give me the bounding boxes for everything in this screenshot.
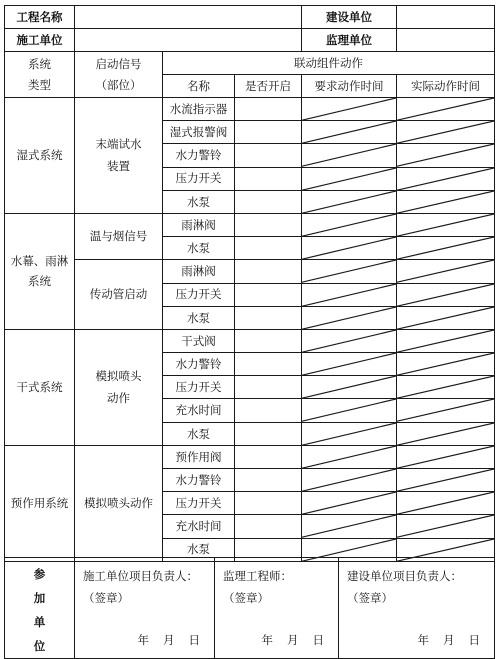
system-type-cell: 水幕、雨淋 系统 bbox=[5, 213, 75, 329]
signature-title: 监理工程师： bbox=[223, 569, 292, 583]
supervisor-field[interactable] bbox=[397, 29, 495, 52]
strike-line bbox=[302, 260, 396, 282]
is-open-cell[interactable] bbox=[235, 445, 302, 468]
signature-date: 年 月 日 bbox=[261, 633, 324, 647]
required-time-cell[interactable] bbox=[302, 213, 397, 236]
system-type-cell: 预作用系统 bbox=[5, 445, 75, 561]
header-row-project bbox=[5, 6, 495, 29]
component-name: 压力开关 bbox=[163, 167, 235, 190]
component-name: 水泵 bbox=[163, 306, 235, 329]
actual-time-cell[interactable] bbox=[397, 422, 495, 445]
strike-line bbox=[302, 191, 396, 213]
actual-time-cell[interactable] bbox=[397, 167, 495, 190]
component-name: 水泵 bbox=[163, 190, 235, 213]
required-time-cell[interactable] bbox=[302, 515, 397, 538]
component-name: 水泵 bbox=[163, 237, 235, 260]
strike-line bbox=[397, 423, 494, 445]
component-name: 压力开关 bbox=[163, 376, 235, 399]
strike-line bbox=[302, 237, 396, 259]
strike-line bbox=[397, 446, 494, 468]
is-open-cell[interactable] bbox=[235, 260, 302, 283]
actual-time-cell[interactable] bbox=[397, 283, 495, 306]
component-row bbox=[5, 329, 495, 352]
builder-field[interactable] bbox=[397, 6, 495, 29]
signature-seal: （签章） bbox=[83, 591, 129, 605]
signature-seal: （签章） bbox=[347, 591, 393, 605]
strike-line bbox=[302, 469, 396, 491]
start-signal-cell: 温与烟信号 bbox=[75, 213, 163, 259]
required-time-cell[interactable] bbox=[302, 422, 397, 445]
required-time-cell[interactable] bbox=[302, 399, 397, 422]
component-name: 湿式报警阀 bbox=[163, 121, 235, 144]
is-open-cell[interactable] bbox=[235, 422, 302, 445]
required-time-cell[interactable] bbox=[302, 353, 397, 376]
is-open-cell[interactable] bbox=[235, 399, 302, 422]
signature-cell-supervisor[interactable] bbox=[215, 558, 339, 659]
required-time-cell[interactable] bbox=[302, 306, 397, 329]
signature-date: 年 月 日 bbox=[417, 633, 480, 647]
supervisor-label: 监理单位 bbox=[302, 29, 397, 52]
actual-time-cell[interactable] bbox=[397, 237, 495, 260]
actual-time-header: 实际动作时间 bbox=[397, 75, 495, 98]
strike-line bbox=[397, 168, 494, 190]
strike-line bbox=[397, 260, 494, 282]
required-time-cell[interactable] bbox=[302, 190, 397, 213]
actual-time-cell[interactable] bbox=[397, 213, 495, 236]
required-time-cell[interactable] bbox=[302, 469, 397, 492]
required-time-cell[interactable] bbox=[302, 260, 397, 283]
strike-line bbox=[397, 307, 494, 329]
start-signal-cell: 传动管启动 bbox=[75, 260, 163, 330]
participants-label: 参 加 单 位 bbox=[5, 558, 75, 659]
strike-line bbox=[302, 376, 396, 398]
strike-line bbox=[302, 121, 396, 143]
component-name: 充水时间 bbox=[163, 515, 235, 538]
component-name: 雨淋阀 bbox=[163, 213, 235, 236]
strike-line bbox=[397, 144, 494, 166]
actual-time-cell[interactable] bbox=[397, 376, 495, 399]
actual-time-cell[interactable] bbox=[397, 445, 495, 468]
signature-table bbox=[4, 557, 495, 659]
linkage-test-table bbox=[4, 5, 495, 562]
is-open-cell[interactable] bbox=[235, 237, 302, 260]
strike-line bbox=[302, 446, 396, 468]
signature-cell-builder[interactable] bbox=[339, 558, 495, 659]
is-open-cell[interactable] bbox=[235, 190, 302, 213]
signature-cell-construction[interactable] bbox=[75, 558, 215, 659]
strike-line bbox=[302, 330, 396, 352]
required-time-cell[interactable] bbox=[302, 98, 397, 121]
signature-date: 年 月 日 bbox=[137, 633, 200, 647]
is-open-cell[interactable] bbox=[235, 492, 302, 515]
actual-time-cell[interactable] bbox=[397, 515, 495, 538]
component-row bbox=[5, 260, 495, 283]
signature-seal: （签章） bbox=[223, 591, 269, 605]
project-name-field[interactable] bbox=[75, 6, 302, 29]
actual-time-cell[interactable] bbox=[397, 260, 495, 283]
component-name: 水力警铃 bbox=[163, 353, 235, 376]
component-row bbox=[5, 213, 495, 236]
strike-line bbox=[302, 214, 396, 236]
start-signal-cell: 模拟喷头动作 bbox=[75, 445, 163, 561]
actual-time-cell[interactable] bbox=[397, 399, 495, 422]
required-time-cell[interactable] bbox=[302, 329, 397, 352]
is-open-cell[interactable] bbox=[235, 329, 302, 352]
is-open-header: 是否开启 bbox=[235, 75, 302, 98]
construction-unit-label: 施工单位 bbox=[5, 29, 75, 52]
is-open-cell[interactable] bbox=[235, 213, 302, 236]
is-open-cell[interactable] bbox=[235, 144, 302, 167]
is-open-cell[interactable] bbox=[235, 515, 302, 538]
actual-time-cell[interactable] bbox=[397, 353, 495, 376]
component-name: 预作用阀 bbox=[163, 445, 235, 468]
is-open-cell[interactable] bbox=[235, 306, 302, 329]
start-signal-cell: 模拟喷头 动作 bbox=[75, 329, 163, 445]
required-time-cell[interactable] bbox=[302, 445, 397, 468]
component-name: 水力警铃 bbox=[163, 144, 235, 167]
strike-line bbox=[302, 492, 396, 514]
system-type-cell: 湿式系统 bbox=[5, 98, 75, 214]
component-name: 压力开关 bbox=[163, 283, 235, 306]
construction-unit-field[interactable] bbox=[75, 29, 302, 52]
strike-line bbox=[397, 492, 494, 514]
strike-line bbox=[397, 399, 494, 421]
is-open-cell[interactable] bbox=[235, 121, 302, 144]
actual-time-cell[interactable] bbox=[397, 190, 495, 213]
required-time-cell[interactable] bbox=[302, 167, 397, 190]
actual-time-cell[interactable] bbox=[397, 469, 495, 492]
start-signal-header: 启动信号 （部位） bbox=[75, 52, 163, 98]
strike-line bbox=[397, 284, 494, 306]
system-type-header: 系统 类型 bbox=[5, 52, 75, 98]
required-time-cell[interactable] bbox=[302, 121, 397, 144]
system-type-cell: 干式系统 bbox=[5, 329, 75, 445]
linkage-group-header: 联动组件动作 bbox=[163, 52, 495, 75]
strike-line bbox=[302, 353, 396, 375]
required-time-cell[interactable] bbox=[302, 492, 397, 515]
strike-line bbox=[302, 307, 396, 329]
actual-time-cell[interactable] bbox=[397, 121, 495, 144]
component-row bbox=[5, 445, 495, 468]
is-open-cell[interactable] bbox=[235, 283, 302, 306]
signature-title: 建设单位项目负责人： bbox=[347, 569, 462, 583]
strike-line bbox=[397, 98, 494, 120]
actual-time-cell[interactable] bbox=[397, 144, 495, 167]
component-name: 压力开关 bbox=[163, 492, 235, 515]
strike-line bbox=[397, 237, 494, 259]
strike-line bbox=[397, 376, 494, 398]
strike-line bbox=[302, 144, 396, 166]
actual-time-cell[interactable] bbox=[397, 329, 495, 352]
component-name: 充水时间 bbox=[163, 399, 235, 422]
is-open-cell[interactable] bbox=[235, 167, 302, 190]
component-row bbox=[5, 98, 495, 121]
is-open-cell[interactable] bbox=[235, 98, 302, 121]
actual-time-cell[interactable] bbox=[397, 98, 495, 121]
actual-time-cell[interactable] bbox=[397, 306, 495, 329]
component-name: 水泵 bbox=[163, 422, 235, 445]
actual-time-cell[interactable] bbox=[397, 492, 495, 515]
is-open-cell[interactable] bbox=[235, 469, 302, 492]
strike-line bbox=[302, 168, 396, 190]
required-time-cell[interactable] bbox=[302, 144, 397, 167]
signature-title: 施工单位项目负责人： bbox=[83, 569, 198, 583]
required-time-cell[interactable] bbox=[302, 237, 397, 260]
strike-line bbox=[397, 469, 494, 491]
start-signal-cell: 末端试水 装置 bbox=[75, 98, 163, 214]
strike-line bbox=[397, 353, 494, 375]
strike-line bbox=[397, 515, 494, 537]
required-time-cell[interactable] bbox=[302, 376, 397, 399]
strike-line bbox=[302, 399, 396, 421]
strike-line bbox=[302, 284, 396, 306]
header-row-construction bbox=[5, 29, 495, 52]
name-header: 名称 bbox=[163, 75, 235, 98]
component-name: 水泵 bbox=[163, 538, 235, 561]
project-name-label: 工程名称 bbox=[5, 6, 75, 29]
component-name: 雨淋阀 bbox=[163, 260, 235, 283]
builder-label: 建设单位 bbox=[302, 6, 397, 29]
component-name: 干式阀 bbox=[163, 329, 235, 352]
component-name: 水流指示器 bbox=[163, 98, 235, 121]
is-open-cell[interactable] bbox=[235, 353, 302, 376]
strike-line bbox=[302, 515, 396, 537]
strike-line bbox=[397, 330, 494, 352]
required-time-header: 要求动作时间 bbox=[302, 75, 397, 98]
strike-line bbox=[397, 191, 494, 213]
component-name: 水力警铃 bbox=[163, 469, 235, 492]
strike-line bbox=[302, 423, 396, 445]
required-time-cell[interactable] bbox=[302, 283, 397, 306]
is-open-cell[interactable] bbox=[235, 376, 302, 399]
strike-line bbox=[397, 214, 494, 236]
column-header-row-1 bbox=[5, 52, 495, 75]
strike-line bbox=[302, 98, 396, 120]
strike-line bbox=[397, 121, 494, 143]
